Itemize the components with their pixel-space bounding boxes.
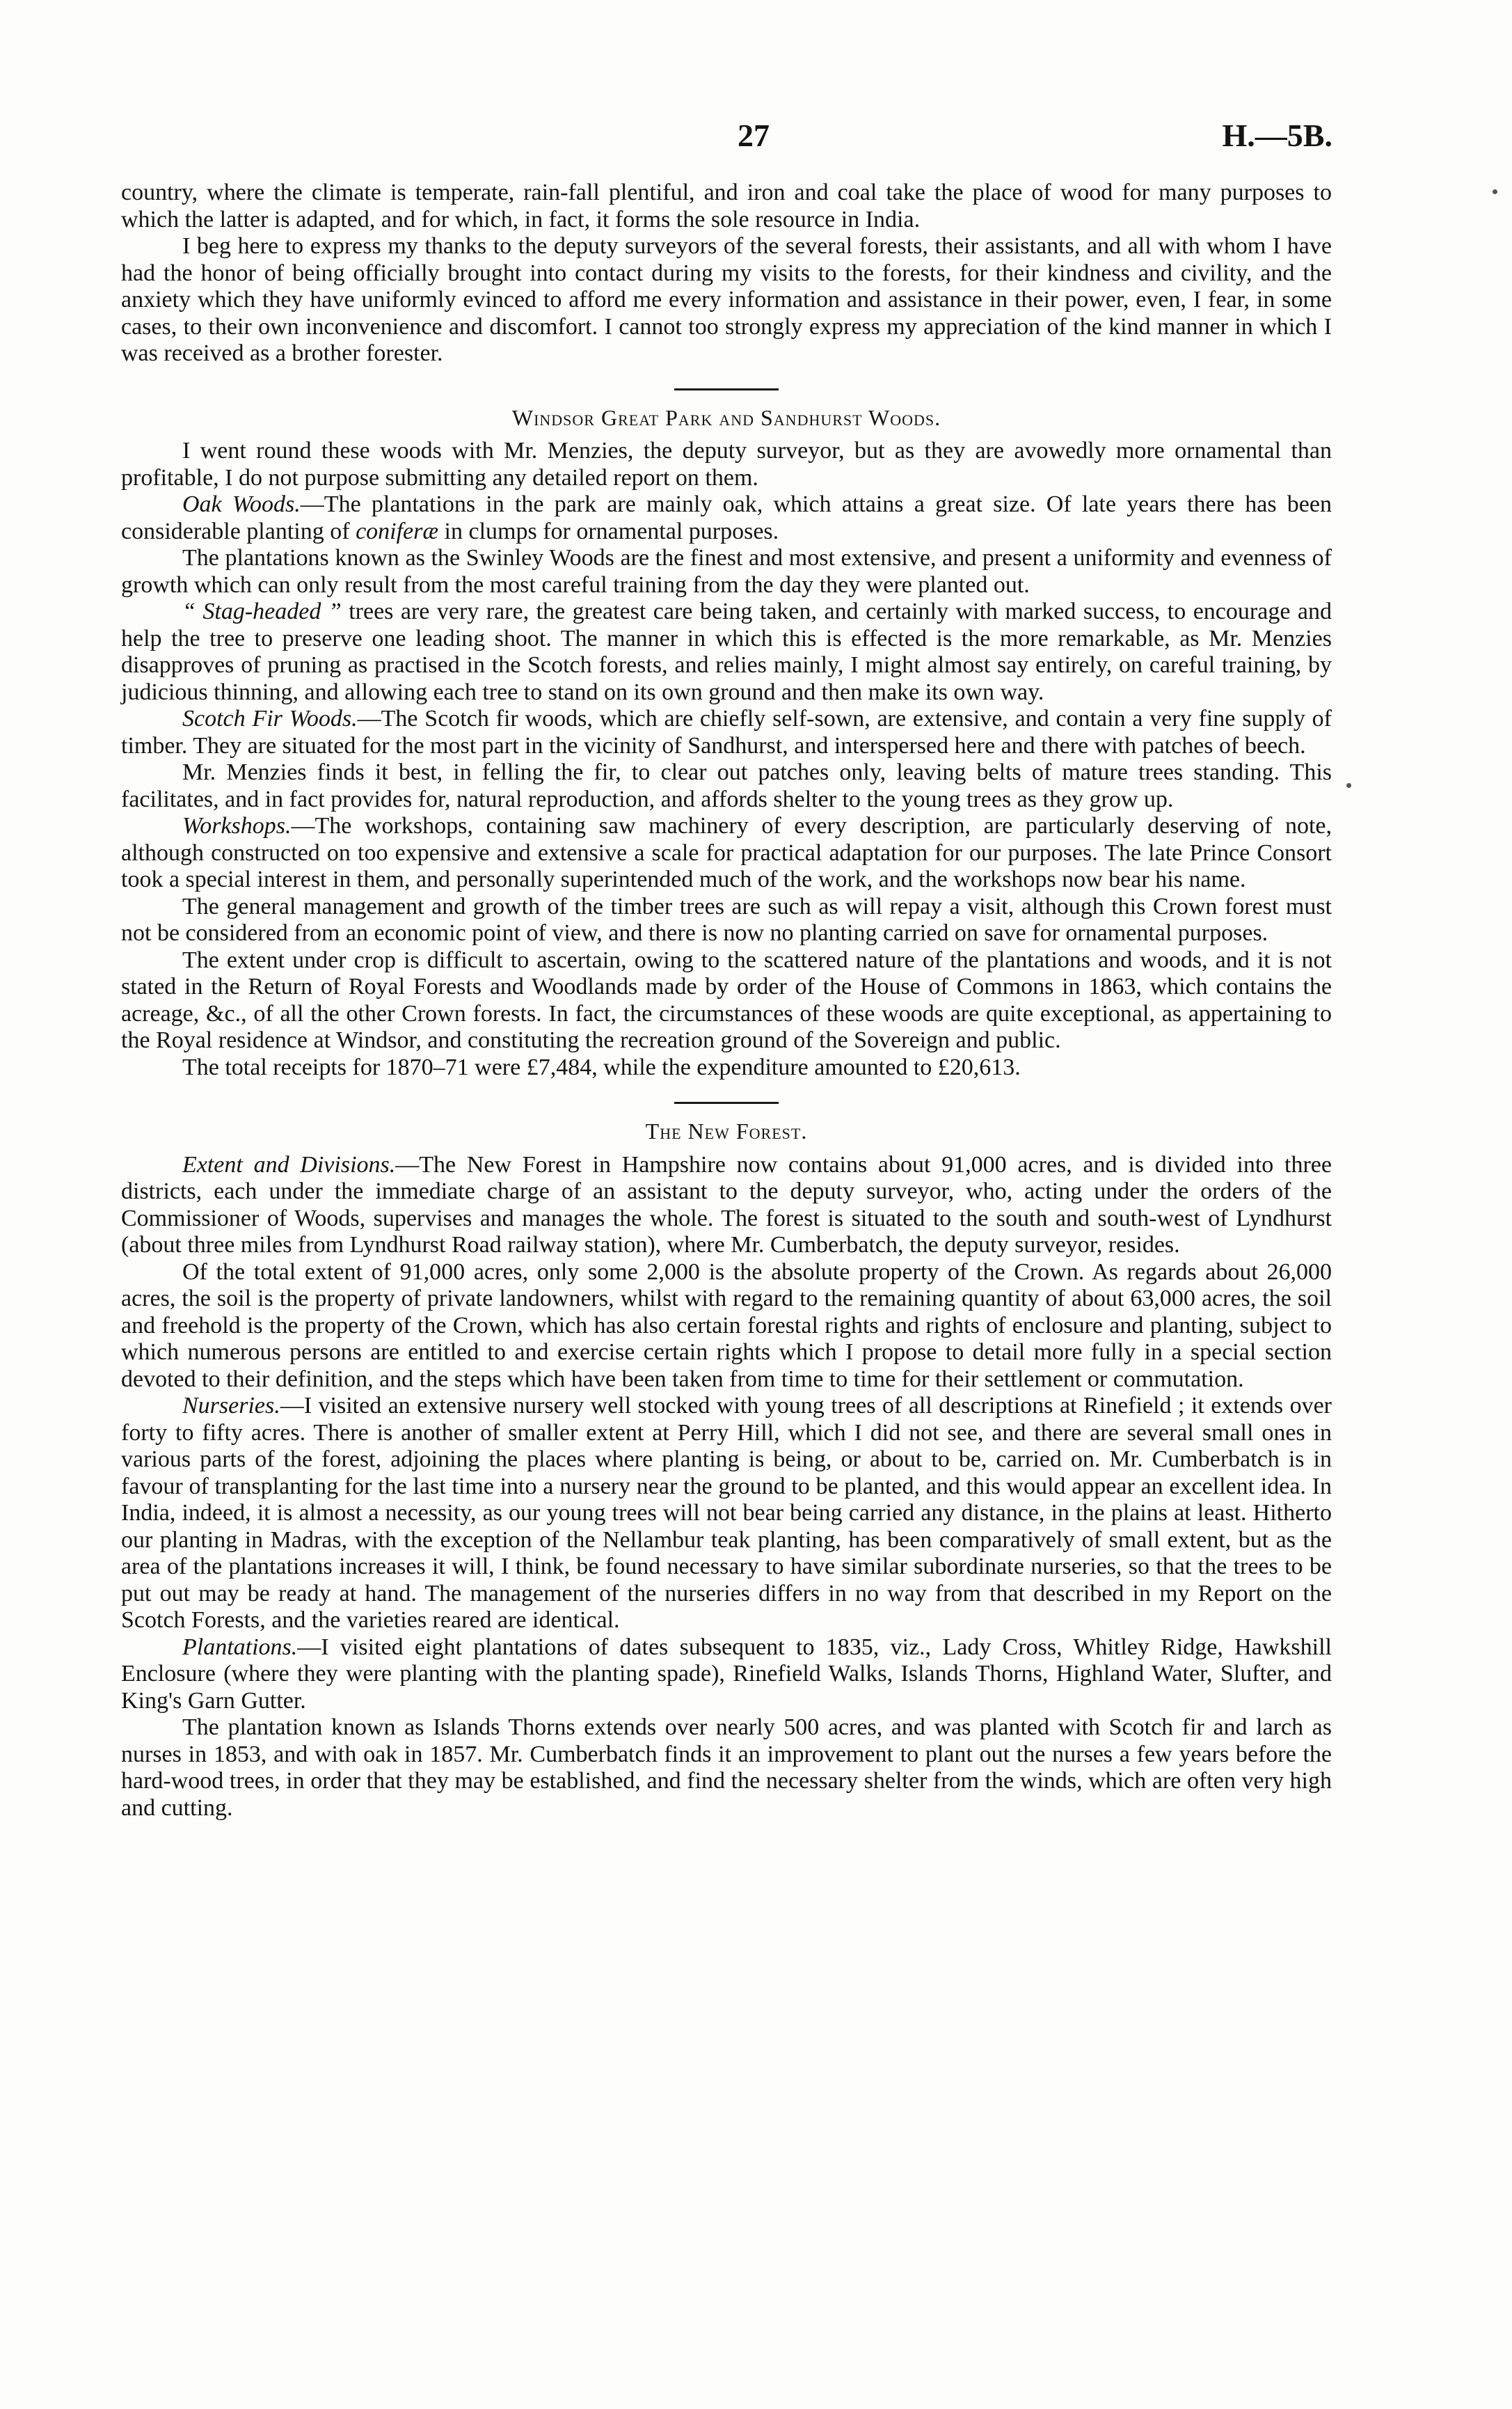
page-number: 27 <box>738 118 770 153</box>
felling-paragraph: Mr. Menzies finds it best, in felling the fir, to clear out patches only, leaving belts of mature trees standing. This facilitates, and in fact provides for, natural reproduction, and affords shelter to the young trees as they grow up. <box>121 759 1332 812</box>
plantations-paragraph <box>121 1634 1332 1715</box>
nurseries-heading: Nurseries. <box>182 1393 280 1419</box>
total-extent-paragraph: Of the total extent of 91,000 acres, only some 2,000 is the absolute property of the Crown. As regards about 26,000 acres, the soil is the property of private landowners, whilst with regard to the remaining quantity of about 63,000 acres, the soil and freehold is the property of the Crown, which has also certain forestal rights and rights of enclosure and planting, subject to which numerous persons are entitled to and exercise certain rights which I propose to detail more fully in a special section devoted to their definition, and the steps which have been taken from time to time for their settlement or commutation. <box>121 1258 1332 1392</box>
extent-divisions-text: —The New Forest in Hampshire now contains about 91,000 acres, and is divided into three districts, each under the immediate charge of an assistant to the deputy surveyor, who, acting under the orders of the Commissioner of Woods, supervises and manages the whole. The forest is situated to the south and south-west of Lyndhurst (about three miles from Lyndhurst Road railway station), where Mr. Cumberbatch, the deputy surveyor, resides. <box>121 1151 1332 1258</box>
oak-woods-text-a: —The plantations in the park are mainly oak, which attains a great size. Of late years there has been considerable planting of <box>121 491 1332 544</box>
nurseries-paragraph <box>121 1393 1332 1634</box>
document-body <box>121 180 1332 1822</box>
management-paragraph: The general management and growth of the timber trees are such as will repay a visit, although this Crown forest must not be considered from an economic point of view, and there is now no planting carried on save for ornamental purposes. <box>121 893 1332 946</box>
workshops-paragraph <box>121 813 1332 894</box>
plantations-text: —I visited eight plantations of dates subsequent to 1835, viz., Lady Cross, Whitley Ridge, Hawkshill Enclosure (where they were planting with the planting spade), Rinefield Walks, Islands Thorns, Highland Water, Slufter, and King's Garn Gutter. <box>121 1634 1332 1714</box>
swinley-woods-paragraph: The plantations known as the Swinley Woods are the finest and most extensive, and present a uniformity and evenness of growth which can only result from the most careful training from the day they were planted out. <box>121 545 1332 598</box>
nurseries-text: —I visited an extensive nursery well stocked with young trees of all descriptions at Rinefield ; it extends over forty to fifty acres. There is another of smaller extent at Perry Hill, which I did not see, and there are several small ones in various parts of the forest, adjoining the places where planting is being, or about to be, carried on. Mr. Cumberbatch is in favour of transplanting for the last time into a nursery near the ground to be planted, and this would appear an excellent idea. In India, indeed, it is almost a necessity, as our young trees will not bear being carried any distance, in the plains at least. Hitherto our planting in Madras, with the exception of the Nellambur teak planting, has been comparatively of small extent, but as the area of the plantations increases it will, I think, be found necessary to have similar subordinate nurseries, so that the trees to be put out may be ready at hand. The management of the nurseries differs in no way from that described in my Report on the Scotch Forests, and the varieties reared are identical. <box>121 1393 1332 1633</box>
document-reference: H.—5B. <box>1222 118 1332 153</box>
stag-headed-text: trees are very rare, the greatest care being taken, and certainly with marked success, to encourage and help the tree to preserve one leading shoot. The manner in which this is effected is the more remarkable, as Mr. Menzies disapproves of pruning as practised in the Scotch forests, and relies mainly, I might almost say entirely, on careful training, by judicious thinning, and allowing each tree to stand on its own ground and then make its own way. <box>121 599 1332 705</box>
speck-mark <box>1493 189 1497 194</box>
workshops-heading: Workshops. <box>182 813 292 839</box>
islands-thorns-paragraph: The plantation known as Islands Thorns extends over nearly 500 acres, and was planted with Scotch fir and larch as nurses in 1853, and with oak in 1857. Mr. Cumberbatch finds it an improvement to plant out the nurses a few years before the hard-wood trees, in order that they may be established, and find the necessary shelter from the winds, which are often very high and cutting. <box>121 1714 1332 1821</box>
section-divider <box>674 388 779 390</box>
stag-headed-heading: “ Stag-headed ” <box>182 599 342 624</box>
scotch-fir-paragraph <box>121 706 1332 759</box>
extent-divisions-paragraph <box>121 1152 1332 1259</box>
page-header <box>0 117 1512 159</box>
oak-woods-heading: Oak Woods. <box>182 491 301 517</box>
speck-mark <box>1346 783 1351 788</box>
section-title-new-forest: The New Forest. <box>645 1119 808 1144</box>
section-title-windsor: Windsor Great Park and Sandhurst Woods. <box>511 404 941 430</box>
oak-woods-paragraph <box>121 491 1332 545</box>
scotch-fir-text: —The Scotch fir woods, which are chiefly self-sown, are extensive, and contain a very fine supply of timber. They are situated for the most part in the vicinity of Sandhurst, and interspersed here and there with patches of beech. <box>121 706 1332 759</box>
section-divider <box>674 1102 779 1104</box>
extent-paragraph: The extent under crop is difficult to ascertain, owing to the scattered nature of the plantations and woods, and it is not stated in the Return of Royal Forests and Woodlands made by order of the House of Commons in 1863, which contains the acreage, &c., of all the other Crown forests. In fact, the circumstances of these woods are quite exceptional, as appertaining to the Royal residence at Windsor, and constituting the recreation ground of the Sovereign and public. <box>121 947 1332 1053</box>
extent-divisions-heading: Extent and Divisions. <box>182 1151 396 1178</box>
plantations-heading: Plantations. <box>182 1634 298 1660</box>
windsor-paragraph-1: I went round these woods with Mr. Menzies, the deputy surveyor, but as they are avowedly more ornamental than profitable, I do not purpose submitting any detailed report on them. <box>121 438 1332 491</box>
oak-woods-italic: coniferæ <box>356 518 439 544</box>
intro-paragraph-2: I beg here to express my thanks to the deputy surveyors of the several forests, their assistants, and all with whom I have had the honor of being officially brought into contact during my visits to the forests, for their kindness and civility, and the anxiety which they have uniformly evinced to afford me every information and assistance in their power, even, I fear, in some cases, to their own inconvenience and discomfort. I cannot too strongly express my appreciation of the kind manner in which I was received as a brother forester. <box>121 233 1332 366</box>
stag-headed-paragraph <box>121 599 1332 706</box>
receipts-paragraph: The total receipts for 1870–71 were £7,484, while the expenditure amounted to £20,613. <box>182 1054 1021 1080</box>
scotch-fir-heading: Scotch Fir Woods. <box>182 706 358 732</box>
workshops-text: —The workshops, containing saw machinery of every description, are particularly deserving of note, although constructed on too expensive and extensive a scale for practical adaptation for our purposes. The late Prince Consort took a special interest in them, and personally superintended much of the work, and the workshops now bear his name. <box>121 813 1332 892</box>
intro-paragraph-1: country, where the climate is temperate, rain-fall plentiful, and iron and coal take the place of wood for many purposes to which the latter is adapted, and for which, in fact, it forms the sole resource in India. <box>121 180 1332 232</box>
oak-woods-text-b: in clumps for ornamental purposes. <box>438 518 779 544</box>
